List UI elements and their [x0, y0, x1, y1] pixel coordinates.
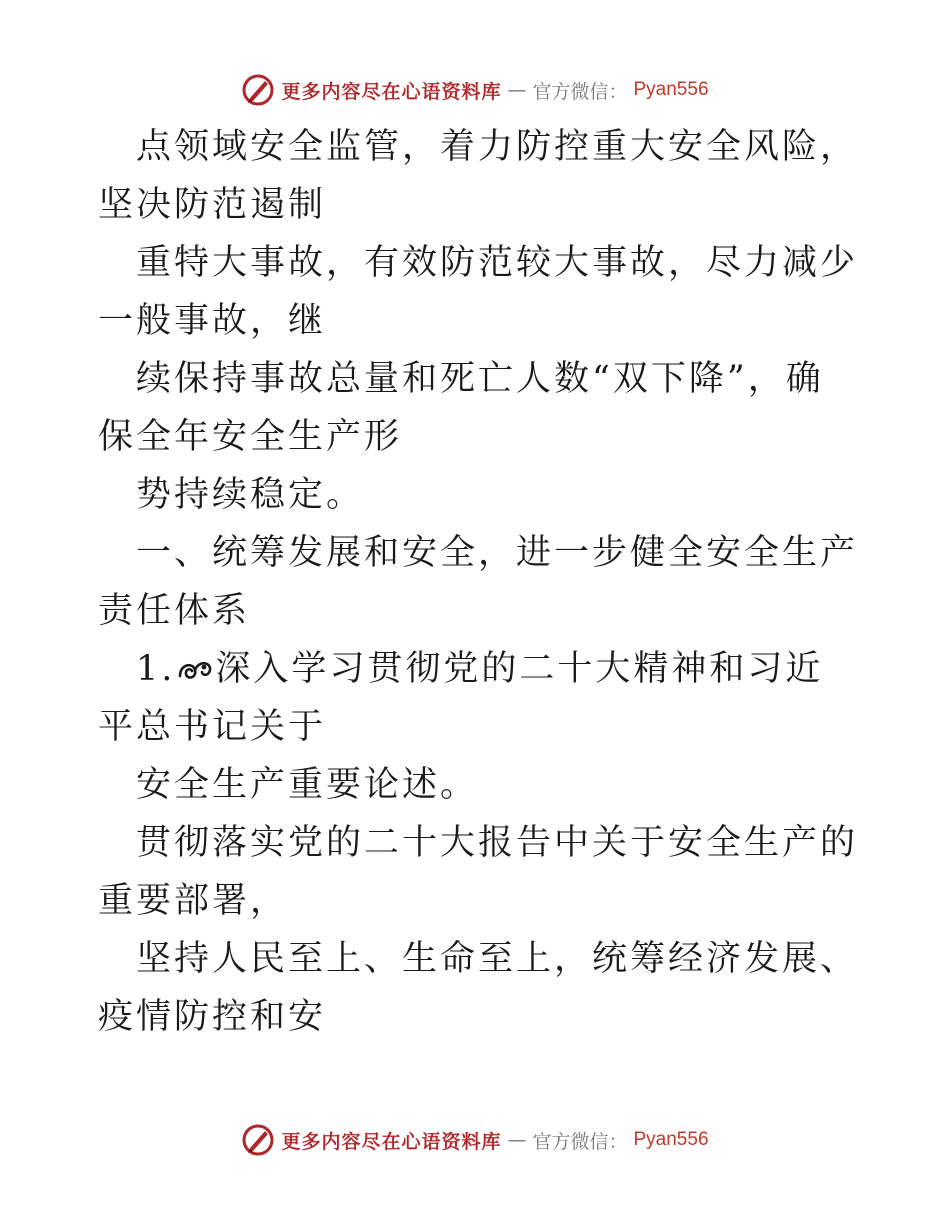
paragraph [98, 234, 858, 350]
paragraph [98, 118, 858, 234]
footer-wechat-id: Pyan556 [633, 1129, 709, 1150]
paragraph [98, 756, 858, 814]
pen-circle-logo-icon [241, 1123, 275, 1157]
header-separator: — [507, 79, 527, 101]
header-banner [0, 70, 950, 110]
numbered-item [98, 640, 858, 756]
header-brand-text: 更多内容尽在心语资料库 [281, 80, 502, 103]
swirl-ornament-icon [177, 656, 213, 684]
paragraph-text: 贯彻落实党的二十大报告中关于安全生产的重要部署， [98, 823, 859, 921]
paragraph-text: 深入学习贯彻党的二十大精神和习近平总书记关于 [98, 649, 824, 747]
item-number: 1. [136, 649, 176, 689]
footer-separator: — [507, 1129, 527, 1151]
paragraph-text: 重特大事故，有效防范较大事故，尽力减少一般事故，继 [98, 243, 859, 341]
paragraph [98, 350, 858, 466]
section-heading-text: 一、统筹发展和安全，进一步健全安全生产责任体系 [98, 533, 859, 631]
paragraph [98, 466, 858, 524]
header-wechat-label: 官方微信： [532, 80, 628, 103]
footer-brand-text: 更多内容尽在心语资料库 [281, 1130, 502, 1153]
paragraph-text: 势持续稳定。 [136, 475, 365, 515]
section-heading [98, 524, 858, 640]
paragraph-text: 续保持事故总量和死亡人数“双下降”，确保全年安全生产形 [98, 359, 824, 457]
pen-circle-logo-icon [241, 73, 275, 107]
document-body [98, 118, 858, 1046]
footer-wechat-label: 官方微信： [532, 1130, 628, 1153]
footer-banner [0, 1120, 950, 1160]
paragraph [98, 930, 858, 1046]
header-wechat-id: Pyan556 [633, 79, 709, 100]
paragraph-text: 点领域安全监管，着力防控重大安全风险，坚决防范遏制 [98, 127, 859, 225]
paragraph-text: 坚持人民至上、生命至上，统筹经济发展、疫情防控和安 [98, 939, 859, 1037]
paragraph-text: 安全生产重要论述。 [136, 765, 479, 805]
paragraph [98, 814, 858, 930]
